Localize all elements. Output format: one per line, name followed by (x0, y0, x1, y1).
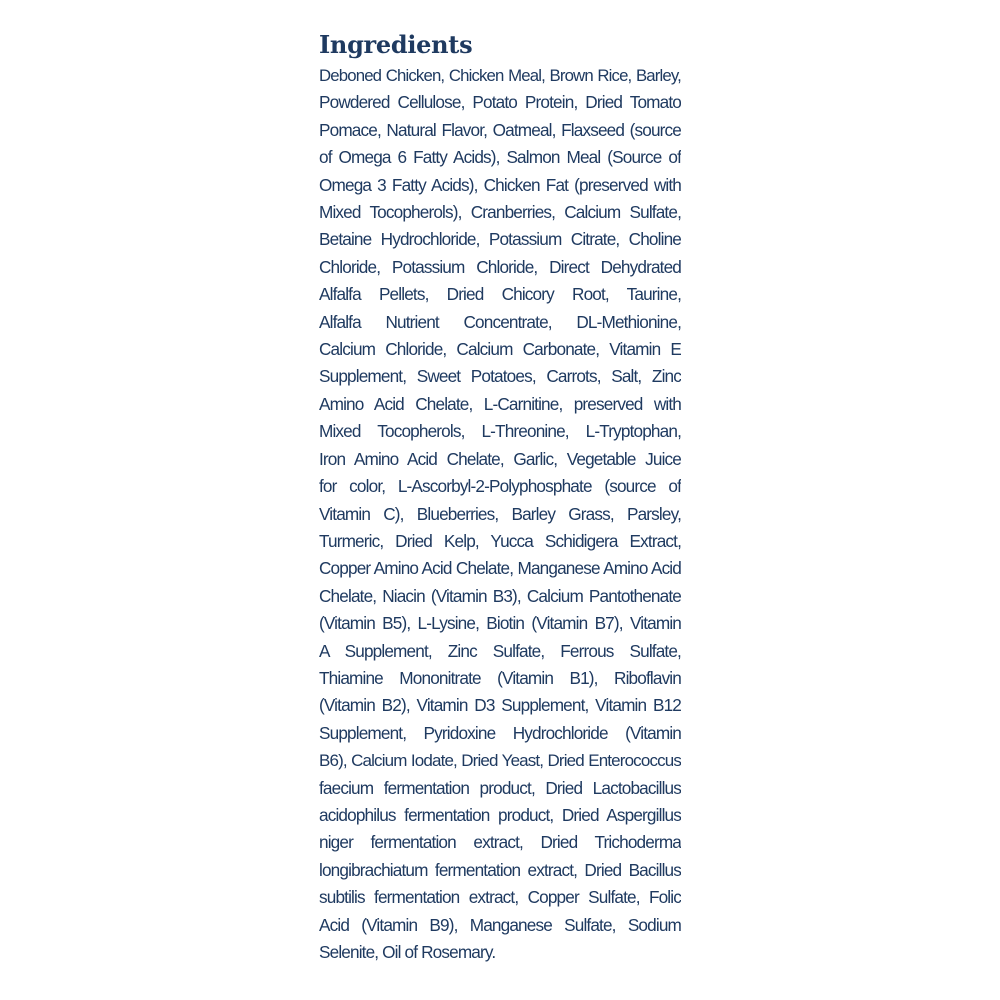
ingredients-line: (Vitamin B5), L-Lysine, Biotin (Vitamin B7), Vitamin (319, 613, 681, 634)
ingredients-line: Thiamine Mononitrate (Vitamin B1), Riboflavin (319, 667, 681, 688)
ingredients-line: Amino Acid Chelate, L-Carnitine, preserved with (319, 393, 681, 414)
ingredients-line: subtilis fermentation extract, Copper Sulfate, Folic (319, 887, 681, 908)
ingredients-line: Alfalfa Nutrient Concentrate, DL-Methionine, (319, 311, 681, 332)
ingredients-line: faecium fermentation product, Dried Lactobacillus (319, 777, 681, 798)
ingredients-line: Chloride, Potassium Chloride, Direct Dehydrated (319, 256, 681, 277)
ingredients-line: niger fermentation extract, Dried Trichoderma (319, 832, 681, 853)
ingredients-heading: Ingredients (319, 30, 473, 59)
ingredients-line: for color, L-Ascorbyl-2-Polyphosphate (source of (319, 476, 681, 497)
ingredients-line: Alfalfa Pellets, Dried Chicory Root, Taurine, (319, 284, 681, 305)
ingredients-line: Deboned Chicken, Chicken Meal, Brown Rice, Barley, (319, 66, 681, 85)
ingredients-line: Acid (Vitamin B9), Manganese Sulfate, Sodium (319, 914, 681, 935)
ingredients-line: Calcium Chloride, Calcium Carbonate, Vitamin E (319, 339, 681, 360)
ingredients-line: Supplement, Pyridoxine Hydrochloride (Vitamin (319, 722, 681, 743)
ingredients-list (319, 62, 681, 966)
ingredients-line: Betaine Hydrochloride, Potassium Citrate, Choline (319, 229, 681, 250)
ingredients-line: Mixed Tocopherols, L-Threonine, L-Tryptophan, (319, 421, 681, 442)
ingredients-line: A Supplement, Zinc Sulfate, Ferrous Sulfate, (319, 640, 681, 661)
ingredients-line: Copper Amino Acid Chelate, Manganese Amino Acid (319, 558, 681, 579)
ingredients-line: Chelate, Niacin (Vitamin B3), Calcium Pantothenate (319, 585, 681, 606)
ingredients-line: longibrachiatum fermentation extract, Dried Bacillus (319, 859, 681, 880)
ingredients-line: Iron Amino Acid Chelate, Garlic, Vegetable Juice (319, 448, 681, 469)
ingredients-line: Selenite, Oil of Rosemary. (319, 942, 496, 962)
ingredients-line: Supplement, Sweet Potatoes, Carrots, Salt, Zinc (319, 366, 681, 387)
ingredients-line: Omega 3 Fatty Acids), Chicken Fat (preserved with (319, 174, 681, 195)
ingredients-panel (319, 30, 681, 966)
ingredients-line: (Vitamin B2), Vitamin D3 Supplement, Vitamin B12 (319, 695, 681, 716)
ingredients-line: Pomace, Natural Flavor, Oatmeal, Flaxseed (source (319, 119, 681, 140)
ingredients-line: Mixed Tocopherols), Cranberries, Calcium Sulfate, (319, 202, 681, 223)
ingredients-line: Vitamin C), Blueberries, Barley Grass, Parsley, (319, 503, 681, 524)
ingredients-line: acidophilus fermentation product, Dried Aspergillus (319, 804, 681, 825)
ingredients-line: Turmeric, Dried Kelp, Yucca Schidigera Extract, (319, 530, 681, 551)
ingredients-line: B6), Calcium Iodate, Dried Yeast, Dried Enterococcus (319, 751, 681, 771)
ingredients-line: Powdered Cellulose, Potato Protein, Dried Tomato (319, 92, 681, 113)
ingredients-line: of Omega 6 Fatty Acids), Salmon Meal (Source of (319, 147, 681, 168)
